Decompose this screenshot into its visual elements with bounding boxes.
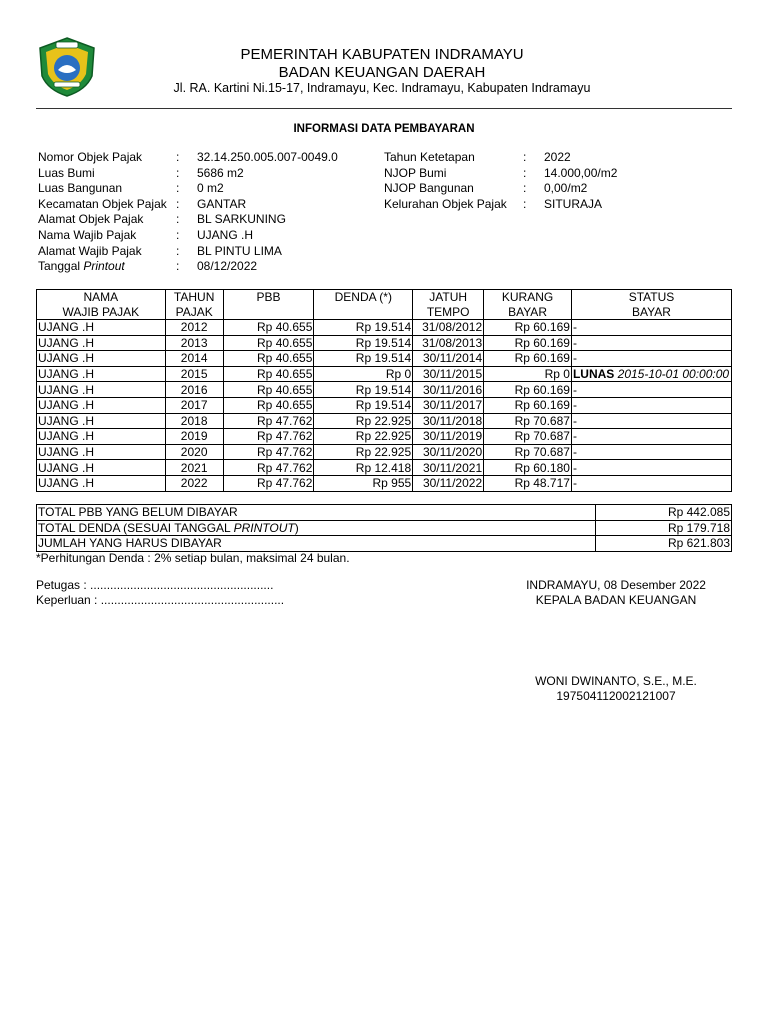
cell-nama: UJANG .H (37, 382, 166, 398)
total-jumlah-value: Rp 621.803 (596, 536, 732, 552)
totals-table (36, 504, 732, 552)
petugas-line: Petugas : ....................................................... (36, 578, 274, 592)
value-njop-bangunan: 0,00/m2 (544, 181, 588, 196)
total-denda-value: Rp 179.718 (596, 520, 732, 536)
status-text: - (572, 445, 577, 460)
cell-pbb: Rp 40.655 (223, 335, 314, 351)
label-alamat-wajib-pajak: Alamat Wajib Pajak (38, 243, 142, 258)
cell-tahun: 2020 (165, 444, 223, 460)
value-nama-wajib-pajak: UJANG .H (197, 227, 254, 242)
label-nomor-objek-pajak: Nomor Objek Pajak (38, 150, 143, 164)
cell-kurang: Rp 70.687 (484, 429, 572, 445)
info-left-values (197, 150, 377, 275)
cell-tempo: 30/11/2018 (413, 413, 484, 429)
cell-status (571, 397, 731, 413)
cell-nama: UJANG .H (37, 397, 166, 413)
value-tanggal-printout: 08/12/2022 (197, 259, 258, 274)
label-tahun-ketetapan: Tahun Ketetapan (384, 150, 475, 164)
cell-tahun: 2014 (165, 351, 223, 367)
cell-nama: UJANG .H (37, 444, 166, 460)
cell-pbb: Rp 47.762 (223, 460, 314, 476)
cell-kurang: Rp 60.169 (484, 320, 572, 336)
label-alamat-objek: Alamat Objek Pajak (38, 212, 144, 227)
cell-tempo: 30/11/2022 (413, 475, 484, 491)
table-row (37, 460, 732, 476)
cell-tahun: 2018 (165, 413, 223, 429)
cell-denda: Rp 22.925 (314, 413, 413, 429)
official-position: KEPALA BADAN KEUANGAN (535, 593, 697, 607)
cell-tahun: 2015 (165, 366, 223, 382)
total-pbb-row (37, 505, 732, 521)
status-text: - (572, 320, 577, 335)
cell-denda: Rp 22.925 (314, 429, 413, 445)
total-pbb-label: TOTAL PBB YANG BELUM DIBAYAR (37, 505, 596, 521)
label-kelurahan: Kelurahan Objek Pajak (384, 196, 507, 211)
table-row (37, 413, 732, 429)
table-row (37, 366, 732, 382)
cell-status (571, 413, 731, 429)
cell-tempo: 30/11/2021 (413, 460, 484, 476)
info-right-colons: : : : : (523, 150, 527, 211)
table-row (37, 335, 732, 351)
status-text: - (572, 351, 577, 366)
header-kurang-bayar: KURANG BAYAR (484, 290, 572, 320)
cell-kurang: Rp 60.169 (484, 397, 572, 413)
header-denda: DENDA (*) (314, 290, 413, 320)
cell-nama: UJANG .H (37, 351, 166, 367)
cell-status (571, 320, 731, 336)
place-date: INDRAMAYU, 08 Desember 2022 (526, 578, 706, 592)
label-kecamatan: Kecamatan Objek Pajak (38, 196, 167, 211)
value-kelurahan: SITURAJA (544, 196, 603, 211)
cell-kurang: Rp 60.180 (484, 460, 572, 476)
info-left-labels (38, 150, 178, 275)
cell-status (571, 475, 731, 491)
keperluan-line: Keperluan : ....................................................... (36, 593, 285, 607)
cell-tempo: 31/08/2013 (413, 335, 484, 351)
cell-kurang: Rp 48.717 (484, 475, 572, 491)
value-luas-bumi: 5686 m2 (197, 165, 244, 180)
status-text: - (572, 382, 577, 397)
cell-status (571, 444, 731, 460)
cell-tahun: 2017 (165, 397, 223, 413)
label-njop-bumi: NJOP Bumi (384, 165, 447, 180)
status-text: - (572, 476, 577, 491)
table-row (37, 444, 732, 460)
cell-nama: UJANG .H (37, 429, 166, 445)
cell-nama: UJANG .H (37, 475, 166, 491)
cell-tempo: 30/11/2020 (413, 444, 484, 460)
header-nama: NAMA WAJIB PAJAK (37, 290, 166, 320)
cell-tempo: 30/11/2016 (413, 382, 484, 398)
value-alamat-objek: BL SARKUNING (197, 212, 286, 227)
official-name: WONI DWINANTO, S.E., M.E. (535, 674, 697, 688)
header-pbb: PBB (223, 290, 314, 320)
cell-tempo: 30/11/2015 (413, 366, 484, 382)
cell-denda: Rp 0 (314, 366, 413, 382)
cell-kurang: Rp 70.687 (484, 413, 572, 429)
cell-pbb: Rp 40.655 (223, 366, 314, 382)
cell-tahun: 2013 (165, 335, 223, 351)
cell-kurang: Rp 60.169 (484, 382, 572, 398)
table-row (37, 397, 732, 413)
table-row (37, 475, 732, 491)
label-nama-wajib-pajak: Nama Wajib Pajak (38, 227, 137, 242)
penalty-footnote: *Perhitungan Denda : 2% setiap bulan, maksimal 24 bulan. (36, 551, 350, 565)
cell-pbb: Rp 40.655 (223, 320, 314, 336)
total-denda-row (37, 520, 732, 536)
table-header-row (37, 290, 732, 320)
cell-denda: Rp 19.514 (314, 320, 413, 336)
cell-kurang: Rp 70.687 (484, 444, 572, 460)
table-row (37, 351, 732, 367)
table-row (37, 320, 732, 336)
value-alamat-wajib-pajak: BL PINTU LIMA (197, 243, 282, 258)
header-divider (36, 108, 732, 109)
value-kecamatan: GANTAR (197, 196, 247, 211)
agency-name: BADAN KEUANGAN DAERAH (278, 64, 486, 81)
cell-status (571, 335, 731, 351)
value-nomor-objek-pajak: 32.14.250.005.007-0049.0 (197, 150, 338, 164)
status-text: - (572, 398, 577, 413)
cell-tempo: 30/11/2019 (413, 429, 484, 445)
status-text: - (572, 460, 577, 475)
cell-pbb: Rp 47.762 (223, 413, 314, 429)
government-name: PEMERINTAH KABUPATEN INDRAMAYU (240, 46, 524, 63)
cell-denda: Rp 19.514 (314, 351, 413, 367)
cell-nama: UJANG .H (37, 366, 166, 382)
cell-nama: UJANG .H (37, 320, 166, 336)
cell-tahun: 2022 (165, 475, 223, 491)
header-tahun: TAHUN PAJAK (165, 290, 223, 320)
status-date: 2015-10-01 00:00:00 (617, 367, 730, 382)
value-luas-bangunan: 0 m2 (197, 181, 224, 196)
cell-denda: Rp 12.418 (314, 460, 413, 476)
cell-nama: UJANG .H (37, 460, 166, 476)
cell-nama: UJANG .H (37, 335, 166, 351)
cell-pbb: Rp 47.762 (223, 444, 314, 460)
header-jatuh-tempo: JATUH TEMPO (413, 290, 484, 320)
cell-tempo: 30/11/2017 (413, 397, 484, 413)
cell-pbb: Rp 47.762 (223, 429, 314, 445)
header-status-bayar: STATUS BAYAR (571, 290, 731, 320)
label-tanggal-printout: Tanggal Printout (38, 259, 125, 274)
cell-denda: Rp 19.514 (314, 335, 413, 351)
cell-pbb: Rp 40.655 (223, 382, 314, 398)
cell-status (571, 366, 731, 382)
label-luas-bangunan: Luas Bangunan (38, 181, 123, 196)
value-tahun-ketetapan: 2022 (544, 150, 571, 164)
cell-kurang: Rp 60.169 (484, 351, 572, 367)
cell-denda: Rp 19.514 (314, 382, 413, 398)
cell-kurang: Rp 60.169 (484, 335, 572, 351)
table-row (37, 429, 732, 445)
payment-table (36, 289, 732, 492)
status-text: - (572, 413, 577, 428)
info-right-labels (384, 150, 524, 212)
total-denda-label: TOTAL DENDA (SESUAI TANGGAL PRINTOUT) (37, 520, 596, 536)
cell-denda: Rp 955 (314, 475, 413, 491)
cell-tahun: 2019 (165, 429, 223, 445)
cell-denda: Rp 19.514 (314, 397, 413, 413)
cell-tahun: 2021 (165, 460, 223, 476)
status-text: - (572, 429, 577, 444)
status-text: LUNAS (572, 367, 615, 382)
cell-tahun: 2012 (165, 320, 223, 336)
cell-tempo: 31/08/2012 (413, 320, 484, 336)
cell-status (571, 429, 731, 445)
cell-status (571, 382, 731, 398)
total-pbb-value: Rp 442.085 (596, 505, 732, 521)
cell-status (571, 460, 731, 476)
label-njop-bangunan: NJOP Bangunan (384, 181, 474, 196)
label-luas-bumi: Luas Bumi (38, 165, 95, 180)
cell-kurang: Rp 0 (484, 366, 572, 382)
official-nip: 197504112002121007 (556, 689, 676, 703)
cell-nama: UJANG .H (37, 413, 166, 429)
document-title: INFORMASI DATA PEMBAYARAN (293, 123, 475, 135)
agency-address: Jl. RA. Kartini Ni.15-17, Indramayu, Kec. Indramayu, Kabupaten Indramayu (173, 81, 591, 95)
cell-tahun: 2016 (165, 382, 223, 398)
table-row (37, 382, 732, 398)
total-jumlah-label: JUMLAH YANG HARUS DIBAYAR (37, 536, 596, 552)
cell-pbb: Rp 40.655 (223, 397, 314, 413)
cell-denda: Rp 22.925 (314, 444, 413, 460)
cell-pbb: Rp 47.762 (223, 475, 314, 491)
cell-tempo: 30/11/2014 (413, 351, 484, 367)
info-right-values (544, 150, 694, 212)
info-left-colons: : : : : : : : : (176, 150, 180, 274)
cell-pbb: Rp 40.655 (223, 351, 314, 367)
cell-status (571, 351, 731, 367)
value-njop-bumi: 14.000,00/m2 (544, 165, 618, 180)
total-jumlah-row (37, 536, 732, 552)
status-text: - (572, 335, 577, 350)
